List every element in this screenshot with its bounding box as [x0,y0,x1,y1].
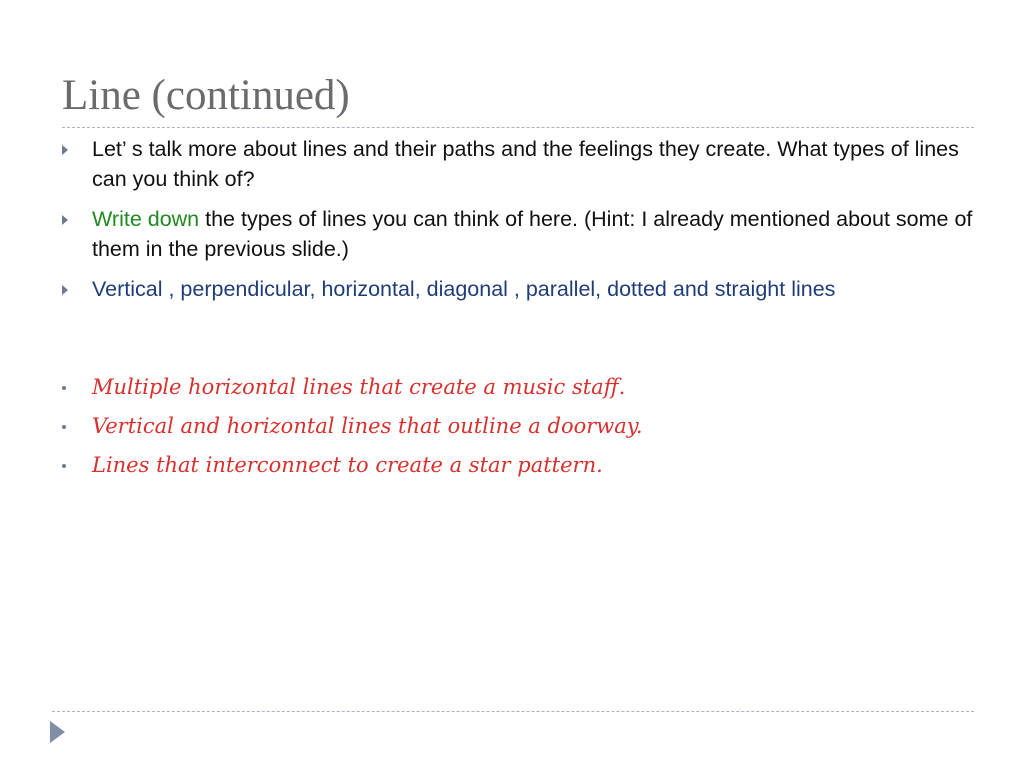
bullet-text: the types of lines you can think of here. (Hint: I already mentioned about some of them in the previous slide.) [92,207,973,261]
bullet-item-instruction [62,204,992,264]
example-item [58,368,958,407]
example-item [58,446,958,485]
example-item [58,407,958,446]
example-text: Multiple horizontal lines that create a music staff. [92,375,626,399]
play-next-icon[interactable] [50,721,65,743]
bullet-highlight: Write down [92,207,200,231]
triangle-right-icon [62,215,68,225]
example-text: Vertical and horizontal lines that outline a doorway. [92,414,643,438]
bullet-item-answer [62,274,992,304]
footer-divider [52,711,974,712]
bullet-item-question [62,134,992,194]
examples-list [58,368,958,485]
dot-icon [62,425,66,429]
title-divider [62,127,974,128]
dot-icon [62,386,66,390]
triangle-right-icon [62,285,68,295]
slide-title: Line (continued) [62,72,350,119]
example-text: Lines that interconnect to create a star pattern. [92,453,603,477]
dot-icon [62,464,66,468]
bullet-text: Vertical , perpendicular, horizontal, diagonal , parallel, dotted and straight lines [92,277,836,301]
triangle-right-icon [62,145,68,155]
bullet-list [62,134,992,314]
bullet-text: Let’ s talk more about lines and their paths and the feelings they create. What types of lines can you think of? [92,137,959,191]
